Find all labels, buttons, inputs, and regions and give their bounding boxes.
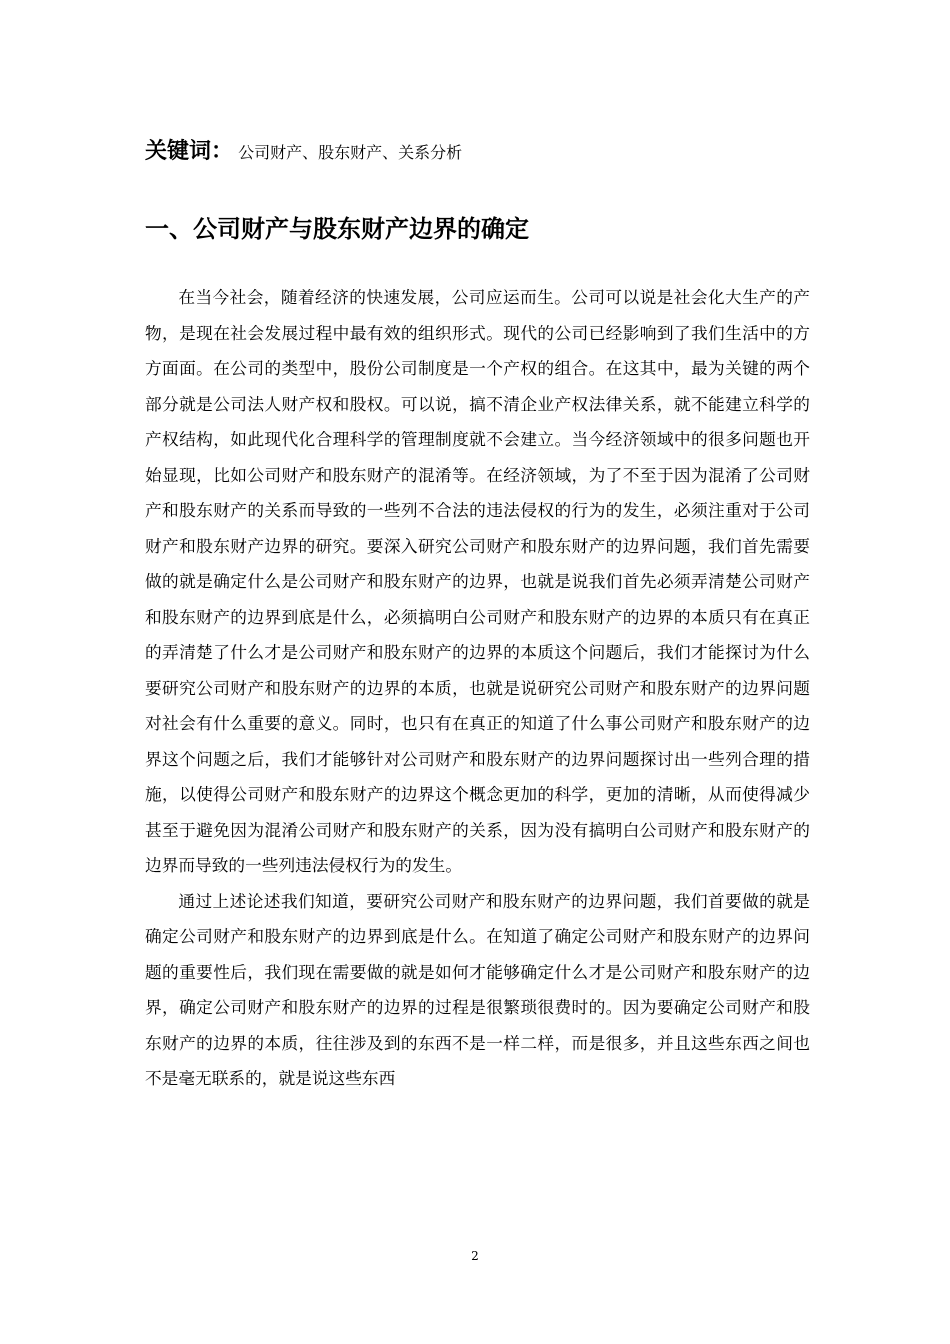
keywords-text: 公司财产、股东财产、关系分析: [238, 143, 463, 162]
keywords-label: 关键词：: [145, 139, 234, 164]
page-number: 2: [471, 1249, 479, 1263]
paragraph-2: 通过上述论述我们知道，要研究公司财产和股东财产的边界问题，我们首要做的就是确定公司财产和股东财产的边界到底是什么。在知道了确定公司财产和股东财产的边界问题的重要性后，我们现在需要做的就是如何才能够确定什么才是公司财产和股东财产的边界，确定公司财产和股东财产的边界的过程是很繁琐很费时的。因为要确定公司财产和股东财产的边界的本质，往往涉及到的东西不是一样二样，而是很多，并且这些东西之间也不是毫无联系的，就是说这些东西: [145, 890, 810, 1088]
section-heading: 一、公司财产与股东财产边界的确定: [145, 215, 529, 243]
paragraph-1: 在当今社会，随着经济的快速发展，公司应运而生。公司可以说是社会化大生产的产物，是现在社会发展过程中最有效的组织形式。现代的公司已经影响到了我们生活中的方方面面。在公司的类型中，股份公司制度是一个产权的组合。在这其中，最为关键的两个部分就是公司法人财产权和股权。可以说，搞不清企业产权法律关系，就不能建立科学的产权结构，如此现代化合理科学的管理制度就不会建立。当今经济领域中的很多问题也开始显现，比如公司财产和股东财产的混淆等。在经济领域，为了不至于因为混淆了公司财产和股东财产的关系而导致的一些列不合法的违法侵权的行为的发生，必须注重对于公司财产和股东财产边界的研究。要深入研究公司财产和股东财产的边界问题，我们首先需要做的就是确定什么是公司财产和股东财产的边界，也就是说我们首先必须弄清楚公司财产和股东财产的边界到底是什么，必须搞明白公司财产和股东财产的边界的本质只有在真正的弄清楚了什么才是公司财产和股东财产的边界的本质这个问题后，我们才能探讨为什么要研究公司财产和股东财产的边界的本质，也就是说研究公司财产和股东财产的边界问题对社会有什么重要的意义。同时，也只有在真正的知道了什么事公司财产和股东财产的边界这个问题之后，我们才能够针对公司财产和股东财产的边界问题探讨出一些列合理的措施，以使得公司财产和股东财产的边界这个概念更加的科学，更加的清晰，从而使得减少甚至于避免因为混淆公司财产和股东财产的关系，因为没有搞明白公司财产和股东财产的边界而导致的一些列违法侵权行为的发生。: [145, 287, 810, 875]
section-body: [145, 280, 810, 1097]
keywords-line: [145, 134, 815, 171]
